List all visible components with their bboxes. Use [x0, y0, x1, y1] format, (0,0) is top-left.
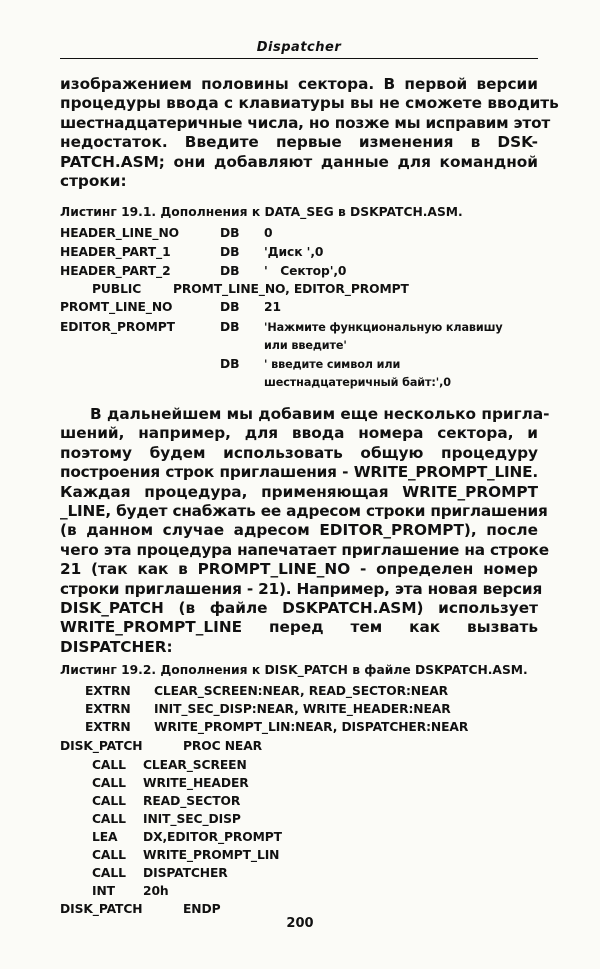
- code-arg: 0: [264, 226, 273, 240]
- text-line: изображением половины сектора. В первой версии: [60, 75, 538, 93]
- text-line: PATCH.ASM; они добавляют данные для командной: [60, 152, 538, 171]
- code-arg: WRITE_PROMPT_LIN:NEAR, DISPATCHER:NEAR: [154, 720, 469, 734]
- code-op: DB: [220, 245, 240, 259]
- code-label: EDITOR_PROMPT: [60, 320, 175, 334]
- text-line: шений, например, для ввода номера сектора, и: [60, 424, 538, 443]
- code-keyword: EXTRN: [85, 702, 131, 716]
- code-op: DB: [220, 264, 240, 278]
- code-op: INT: [92, 884, 115, 898]
- code-arg: 'Диск ',0: [264, 245, 324, 259]
- text-line: чего эта процедура напечатает приглашение на строке: [60, 540, 549, 559]
- code-comment: шестнадцатеричный байт:',0: [264, 376, 451, 389]
- code-op: LEA: [92, 830, 118, 844]
- text-line: Каждая процедура, применяющая WRITE_PROMPT: [60, 482, 538, 501]
- code-label: HEADER_PART_2: [60, 264, 171, 278]
- text-line: В дальнейшем мы добавим еще несколько пригла-: [90, 405, 550, 423]
- code-op: CALL: [92, 776, 126, 790]
- code-keyword: ENDP: [183, 902, 221, 916]
- code-label: HEADER_PART_1: [60, 245, 171, 259]
- code-arg: INIT_SEC_DISP:NEAR, WRITE_HEADER:NEAR: [154, 702, 451, 716]
- code-comment: 'Нажмите функциональную клавишу: [264, 321, 503, 334]
- code-arg: DISPATCHER: [143, 866, 228, 880]
- code-keyword: EXTRN: [85, 684, 131, 698]
- code-label: PUBLIC: [92, 282, 142, 296]
- page-number: 200: [286, 916, 314, 931]
- code-op: CALL: [92, 794, 126, 808]
- text-line: строки приглашения - 21). Например, эта новая версия: [60, 579, 543, 598]
- code-keyword: PROC NEAR: [183, 739, 263, 753]
- paragraph-2: [60, 405, 550, 657]
- text-line: построения строк приглашения - WRITE_PROMPT_LINE.: [60, 463, 538, 482]
- code-arg: INIT_SEC_DISP: [143, 812, 241, 826]
- code-op: DB: [220, 226, 240, 240]
- code-arg: WRITE_HEADER: [143, 776, 249, 790]
- code-keyword: EXTRN: [85, 720, 131, 734]
- code-comment: ' введите символ или: [264, 358, 401, 371]
- code-comment: или введите': [264, 339, 347, 352]
- text-line: процедуры ввода с клавиатуры вы не сможете вводить: [60, 94, 559, 113]
- code-label: PROMT_LINE_NO: [60, 300, 173, 314]
- header-rule: [60, 58, 538, 59]
- code-arg: CLEAR_SCREEN: [143, 758, 247, 772]
- code-label: DISK_PATCH: [60, 902, 143, 916]
- code-op: DB: [220, 320, 240, 334]
- code-op: CALL: [92, 866, 126, 880]
- text-line: поэтому будем использовать общую процедуру: [60, 443, 538, 462]
- code-arg: READ_SECTOR: [143, 794, 241, 808]
- text-line: 21 (так как в PROMPT_LINE_NO - определен номер: [60, 560, 538, 579]
- code-arg: WRITE_PROMPT_LIN: [143, 848, 280, 862]
- text-line: DISK_PATCH (в файле DSKPATCH.ASM) использует: [60, 599, 538, 618]
- code-arg: ' Сектор',0: [264, 264, 347, 278]
- code-op: CALL: [92, 758, 126, 772]
- code-arg: 20h: [143, 884, 169, 898]
- text-line: строки:: [60, 172, 127, 191]
- code-op: PROMT_LINE_NO, EDITOR_PROMPT: [173, 282, 409, 296]
- code-label: DISK_PATCH: [60, 739, 143, 753]
- running-head: Dispatcher: [256, 40, 342, 55]
- code-arg: DX,EDITOR_PROMPT: [143, 830, 282, 844]
- code-label: HEADER_LINE_NO: [60, 226, 180, 240]
- code-arg: CLEAR_SCREEN:NEAR, READ_SECTOR:NEAR: [154, 684, 449, 698]
- code-op: DB: [220, 300, 240, 314]
- listing-2-caption: Листинг 19.2. Дополнения к DISK_PATCH в файле DSKPATCH.ASM.: [60, 663, 528, 677]
- text-line: WRITE_PROMPT_LINE перед тем как вызвать: [60, 618, 538, 637]
- text-line: шестнадцатеричные числа, но позже мы исправим этот: [60, 113, 551, 132]
- code-op: CALL: [92, 848, 126, 862]
- code-op: DB: [220, 357, 240, 371]
- text-line: (в данном случае адресом EDITOR_PROMPT), после: [60, 521, 538, 540]
- text-line: DISPATCHER:: [60, 637, 173, 656]
- code-op: CALL: [92, 812, 126, 826]
- text-line: _LINE, будет снабжать ее адресом строки приглашения: [60, 502, 548, 521]
- text-line: недостаток. Введите первые изменения в DSK-: [60, 133, 538, 152]
- paragraph-1: [60, 75, 559, 191]
- code-arg: 21: [264, 300, 281, 314]
- listing-1-caption: Листинг 19.1. Дополнения к DATA_SEG в DSKPATCH.ASM.: [60, 205, 463, 219]
